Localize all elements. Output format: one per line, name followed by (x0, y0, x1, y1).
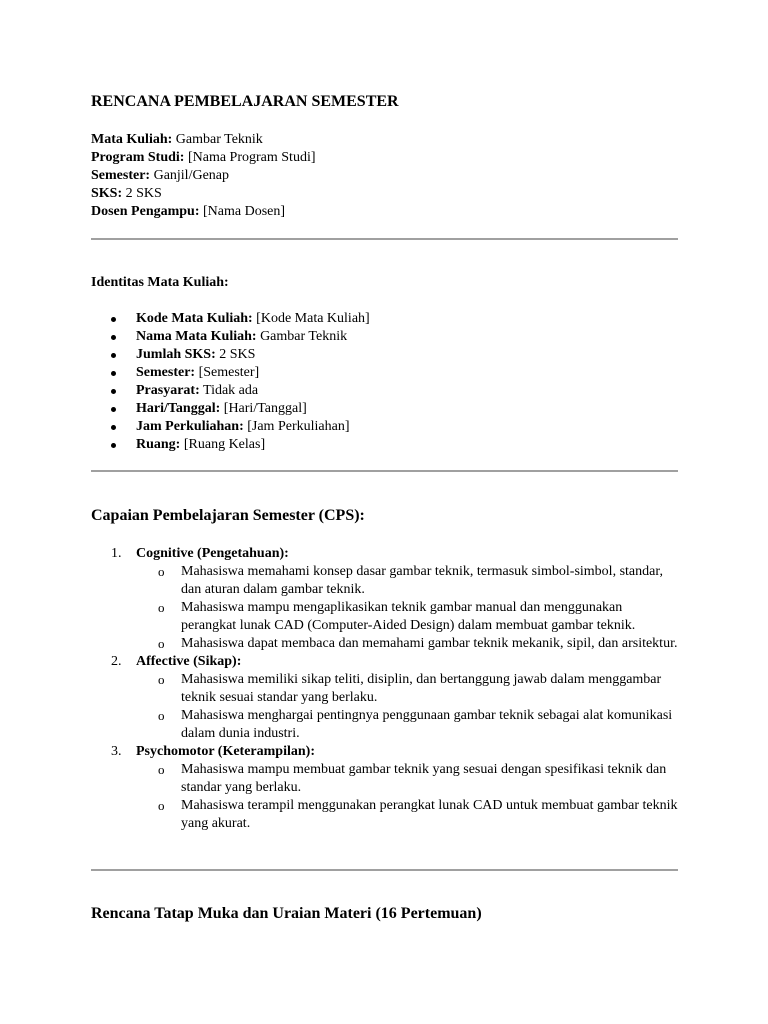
bullet-dot-icon (111, 407, 116, 412)
list-item (91, 635, 678, 653)
item-label: Ruang: (136, 437, 181, 452)
cps-category-affective (91, 653, 678, 671)
meta-value: Gambar Teknik (175, 132, 263, 147)
bullet-dot-icon (111, 425, 116, 430)
list-item (91, 563, 678, 599)
meta-label: Semester: (91, 168, 151, 183)
item-text: Mahasiswa mampu mengaplikasikan teknik gambar manual dan menggunakan perangkat lunak CAD (Computer-Aided Design) dalam membuat gambar teknik. (181, 600, 636, 633)
item-value: 2 SKS (219, 347, 256, 362)
cps-list (91, 545, 678, 833)
category-title: Affective (Sikap): (136, 654, 242, 669)
meta-mata-kuliah (91, 131, 316, 149)
course-meta (91, 131, 316, 221)
list-item (91, 599, 678, 635)
bullet-dot-icon (111, 317, 116, 322)
meta-label: SKS: (91, 186, 123, 201)
cps-category-psychomotor (91, 743, 678, 761)
item-value: Gambar Teknik (260, 329, 348, 344)
item-text: Mahasiswa memahami konsep dasar gambar teknik, termasuk simbol-simbol, standar, dan aturan dalam gambar teknik. (181, 564, 663, 597)
item-text: Mahasiswa menghargai pentingnya penggunaan gambar teknik sebagai alat komunikasi dalam dunia industri. (181, 708, 673, 741)
cps-heading: Capaian Pembelajaran Semester (CPS): (91, 507, 365, 524)
meta-value: Ganjil/Genap (153, 168, 229, 183)
horizontal-rule (91, 470, 678, 472)
category-number: 1. (111, 546, 122, 561)
identitas-list (91, 310, 370, 454)
horizontal-rule (91, 869, 678, 871)
hollow-bullet-icon: o (158, 672, 165, 687)
hollow-bullet-icon: o (158, 600, 165, 615)
meta-program-studi (91, 149, 316, 167)
item-text: Mahasiswa terampil menggunakan perangkat lunak CAD untuk membuat gambar teknik yang akurat. (181, 798, 678, 831)
list-item (91, 436, 370, 454)
list-item (91, 797, 678, 833)
meta-semester (91, 167, 316, 185)
cps-category-cognitive (91, 545, 678, 563)
meta-sks (91, 185, 316, 203)
list-item (91, 346, 370, 364)
meta-label: Mata Kuliah: (91, 132, 173, 147)
item-text: Mahasiswa memiliki sikap teliti, disiplin, dan bertanggung jawab dalam menggambar teknik sesuai standar yang berlaku. (181, 672, 662, 705)
meta-value: [Nama Program Studi] (187, 150, 316, 165)
hollow-bullet-icon: o (158, 798, 165, 813)
document-title: RENCANA PEMBELAJARAN SEMESTER (91, 93, 399, 110)
category-title: Psychomotor (Keterampilan): (136, 744, 315, 759)
hollow-bullet-icon: o (158, 564, 165, 579)
meta-dosen-pengampu (91, 203, 316, 221)
item-value: [Jam Perkuliahan] (247, 419, 350, 434)
item-value: [Ruang Kelas] (183, 437, 266, 452)
item-label: Nama Mata Kuliah: (136, 329, 257, 344)
item-text: Mahasiswa mampu membuat gambar teknik yang sesuai dengan spesifikasi teknik dan standar yang berlaku. (181, 762, 667, 795)
category-number: 2. (111, 654, 122, 669)
item-label: Jam Perkuliahan: (136, 419, 244, 434)
meta-label: Program Studi: (91, 150, 185, 165)
bullet-dot-icon (111, 371, 116, 376)
list-item (91, 328, 370, 346)
item-label: Prasyarat: (136, 383, 200, 398)
list-item (91, 761, 678, 797)
bullet-dot-icon (111, 335, 116, 340)
list-item (91, 310, 370, 328)
category-title: Cognitive (Pengetahuan): (136, 546, 289, 561)
hollow-bullet-icon: o (158, 762, 165, 777)
item-value: [Kode Mata Kuliah] (256, 311, 370, 326)
bullet-dot-icon (111, 389, 116, 394)
list-item (91, 671, 678, 707)
item-text: Mahasiswa dapat membaca dan memahami gambar teknik mekanik, sipil, dan arsitektur. (181, 636, 678, 651)
list-item (91, 364, 370, 382)
item-value: Tidak ada (203, 383, 259, 398)
category-number: 3. (111, 744, 122, 759)
identitas-heading: Identitas Mata Kuliah: (91, 275, 229, 290)
hollow-bullet-icon: o (158, 708, 165, 723)
list-item (91, 382, 370, 400)
meta-label: Dosen Pengampu: (91, 204, 200, 219)
list-item (91, 707, 678, 743)
item-label: Hari/Tanggal: (136, 401, 221, 416)
hollow-bullet-icon: o (158, 636, 165, 651)
bullet-dot-icon (111, 353, 116, 358)
meta-value: [Nama Dosen] (203, 204, 286, 219)
item-label: Kode Mata Kuliah: (136, 311, 253, 326)
tatap-muka-heading: Rencana Tatap Muka dan Uraian Materi (16 Pertemuan) (91, 905, 482, 922)
item-label: Jumlah SKS: (136, 347, 216, 362)
item-value: [Hari/Tanggal] (223, 401, 307, 416)
bullet-dot-icon (111, 443, 116, 448)
item-label: Semester: (136, 365, 196, 380)
item-value: [Semester] (198, 365, 260, 380)
meta-value: 2 SKS (125, 186, 162, 201)
list-item (91, 418, 370, 436)
horizontal-rule (91, 238, 678, 240)
list-item (91, 400, 370, 418)
